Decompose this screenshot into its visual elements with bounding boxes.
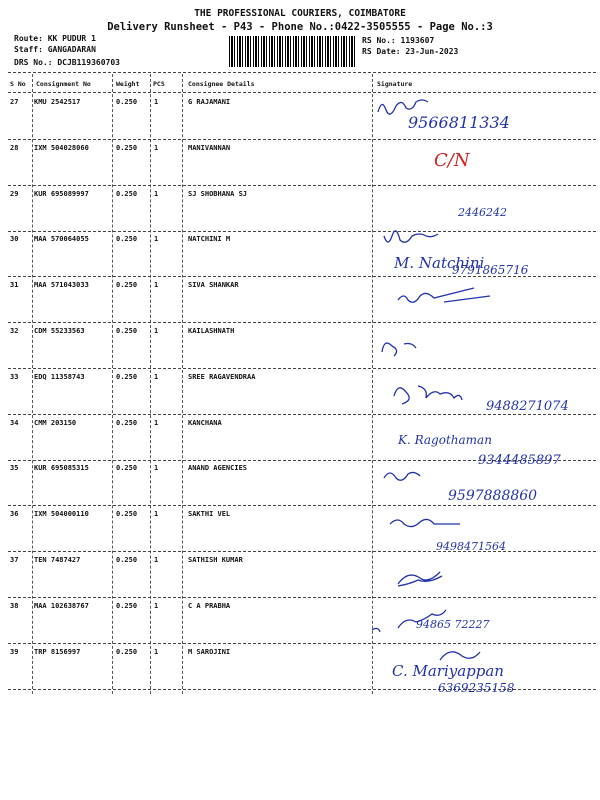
cell-weight: 0.250 — [116, 510, 138, 519]
cell-weight: 0.250 — [116, 143, 138, 152]
cell-consignment: MAA 102638767 — [34, 601, 89, 610]
cell-consignee: C A PRABHA — [188, 601, 231, 610]
handwritten-phone: 94865 72227 — [416, 618, 490, 631]
rs-date: RS Date: 23-Jun-2023 — [362, 47, 459, 56]
handwritten-note: C/N — [434, 150, 470, 171]
handwritten-phone: 9344485897 — [478, 453, 561, 468]
col-header-consignment: Consignment No — [36, 80, 91, 88]
cell-weight: 0.250 — [116, 235, 138, 244]
cell-consignment: CDM 55233563 — [34, 327, 85, 335]
cell-sno: 29 — [10, 189, 19, 198]
table-row — [8, 644, 596, 690]
handwritten-phone: 9488271074 — [486, 399, 569, 414]
col-header-weight: Weight — [116, 80, 140, 88]
cell-weight: 0.250 — [116, 418, 138, 427]
cell-consignee: G RAJAMANI — [188, 98, 231, 106]
cell-pcs: 1 — [154, 510, 159, 519]
cell-sno: 38 — [10, 601, 19, 610]
cell-consignee: ANAND AGENCIES — [188, 464, 248, 473]
cell-consignment: CMM 203150 — [34, 418, 77, 427]
cell-pcs: 1 — [154, 464, 159, 473]
cell-consignee: KAILASHNATH — [188, 327, 235, 335]
handwritten-phone: 9498471564 — [436, 540, 506, 553]
drs-number: DRS No.: DCJB119360703 — [14, 58, 120, 67]
cell-consignee: SREE RAGAVENDRAA — [188, 372, 256, 381]
table-row — [8, 552, 596, 598]
cell-consignment: KUR 695085315 — [34, 464, 89, 473]
table-row — [8, 415, 596, 461]
cell-sno: 34 — [10, 418, 19, 427]
cell-pcs: 1 — [154, 235, 159, 244]
cell-pcs: 1 — [154, 327, 159, 335]
cell-weight: 0.250 — [116, 189, 138, 198]
cell-weight: 0.250 — [116, 281, 138, 290]
cell-sno: 31 — [10, 281, 19, 290]
cell-sno: 36 — [10, 510, 19, 519]
cell-weight: 0.250 — [116, 372, 138, 381]
cell-weight: 0.250 — [116, 647, 138, 656]
handwritten-phone: 6369235158 — [438, 681, 515, 695]
cell-consignee: SAKTHI VEL — [188, 510, 231, 519]
handwritten-phone: 2446242 — [458, 206, 507, 219]
cell-consignee: SATHISH KUMAR — [188, 556, 243, 564]
cell-sno: 33 — [10, 372, 19, 381]
table-row — [8, 323, 596, 369]
handwritten-name: C. Mariyappan — [392, 662, 504, 680]
col-header-consignee: Consignee Details — [188, 80, 255, 88]
cell-consignee: KANCHANA — [188, 418, 222, 427]
table-row — [8, 277, 596, 323]
cell-pcs: 1 — [154, 418, 159, 427]
table-row — [8, 186, 596, 232]
cell-consignment: IXM 504000110 — [34, 510, 89, 519]
cell-pcs: 1 — [154, 372, 159, 381]
cell-pcs: 1 — [154, 556, 159, 564]
cell-weight: 0.250 — [116, 556, 138, 564]
cell-consignment: KUR 695089997 — [34, 189, 89, 198]
cell-consignment: IXM 504028060 — [34, 143, 89, 152]
cell-weight: 0.250 — [116, 601, 138, 610]
runsheet-subtitle: Delivery Runsheet - P43 - Phone No.:0422-3505555 - Page No.:3 — [107, 21, 493, 33]
barcode — [229, 36, 357, 67]
cell-consignment: MAA 570064055 — [34, 235, 89, 244]
cell-consignee: SIVA SHANKAR — [188, 281, 239, 290]
table-top-rule — [8, 72, 596, 73]
cell-consignment: KMU 2542517 — [34, 98, 81, 106]
table-row — [8, 231, 596, 277]
cell-consignment: EDQ 11358743 — [34, 372, 85, 381]
cell-sno: 30 — [10, 235, 19, 244]
cell-weight: 0.250 — [116, 464, 138, 473]
row-divider — [8, 689, 596, 690]
handwritten-phone: 9791865716 — [452, 263, 529, 277]
company-title: THE PROFESSIONAL COURIERS, COIMBATORE — [194, 8, 406, 19]
handwritten-phone: 9566811334 — [408, 113, 510, 132]
cell-consignee: NATCHINI M — [188, 235, 231, 244]
cell-sno: 32 — [10, 327, 19, 335]
handwritten-name: M. Natchini — [394, 254, 485, 272]
cell-consignment: TEN 7487427 — [34, 556, 81, 564]
cell-pcs: 1 — [154, 143, 159, 152]
handwritten-phone: 9597888860 — [448, 488, 538, 504]
cell-consignee: MANIVANNAN — [188, 143, 231, 152]
cell-weight: 0.250 — [116, 327, 138, 335]
cell-weight: 0.250 — [116, 98, 138, 106]
rs-number: RS No.: 1193607 — [362, 36, 435, 45]
table-header-rule — [8, 92, 596, 93]
cell-pcs: 1 — [154, 601, 159, 610]
handwritten-name: K. Ragothaman — [398, 433, 492, 447]
cell-consignment: TRP 8156997 — [34, 647, 81, 656]
cell-consignment: MAA 571043033 — [34, 281, 89, 290]
route-label: Route: KK PUDUR 1 — [14, 34, 96, 43]
cell-pcs: 1 — [154, 189, 159, 198]
cell-consignee: M SAROJINI — [188, 647, 231, 656]
cell-sno: 28 — [10, 143, 19, 152]
col-header-sno: S No — [10, 80, 26, 88]
table-row — [8, 506, 596, 552]
cell-sno: 35 — [10, 464, 19, 473]
table-row — [8, 598, 596, 644]
table-row — [8, 94, 596, 140]
cell-sno: 27 — [10, 98, 19, 106]
cell-pcs: 1 — [154, 647, 159, 656]
cell-pcs: 1 — [154, 281, 159, 290]
col-header-signature: Signature — [377, 80, 413, 88]
cell-pcs: 1 — [154, 98, 159, 106]
table-row — [8, 140, 596, 186]
cell-consignee: SJ SHOBHANA SJ — [188, 189, 248, 198]
table-row — [8, 460, 596, 506]
table-row — [8, 369, 596, 415]
cell-sno: 37 — [10, 556, 19, 564]
col-header-pcs: PCS — [153, 80, 165, 88]
cell-sno: 39 — [10, 647, 19, 656]
staff-label: Staff: GANGADARAN — [14, 45, 96, 54]
